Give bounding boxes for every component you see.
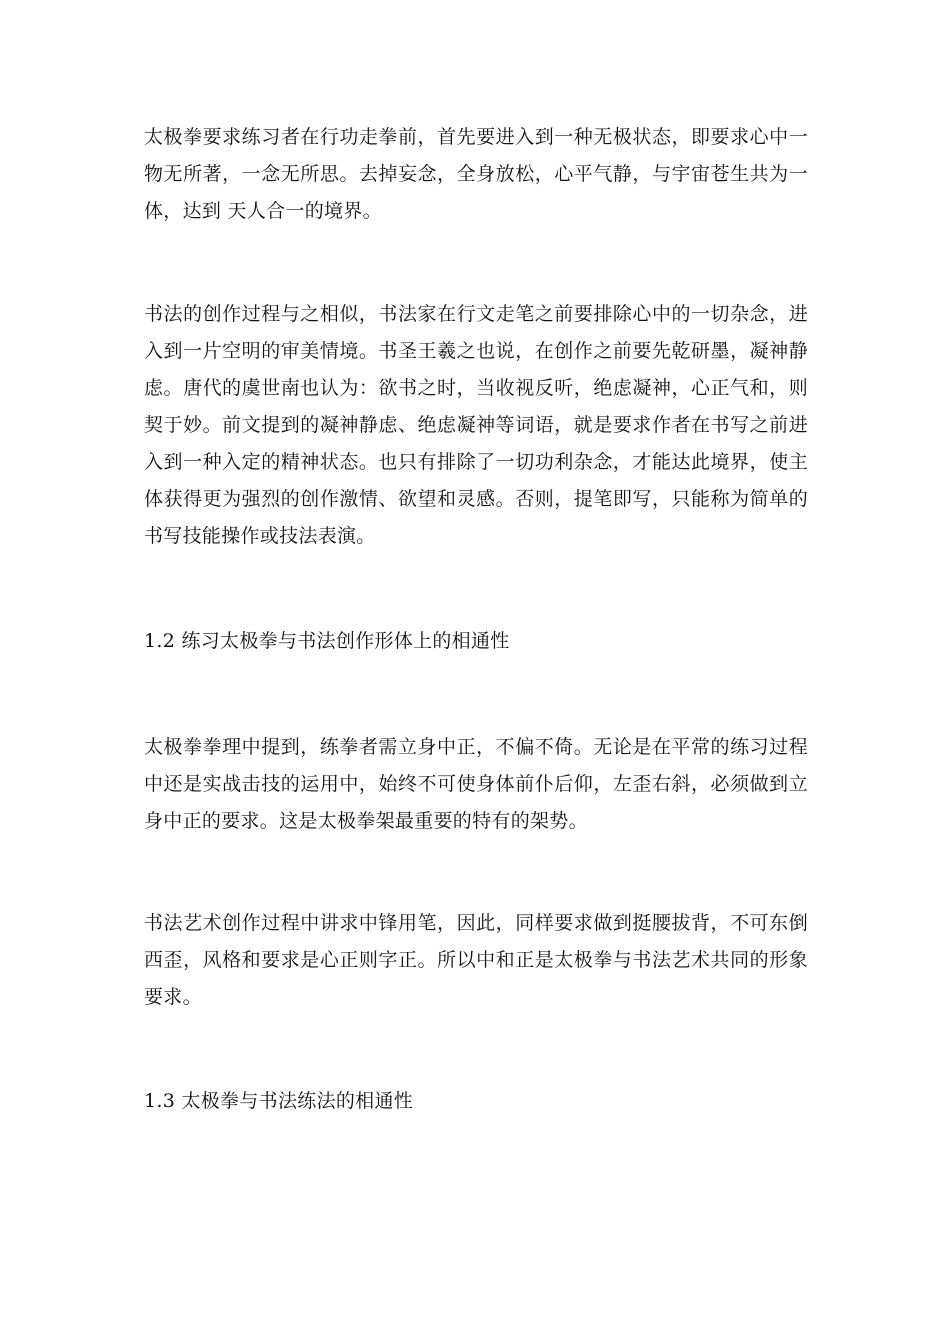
paragraph-upright-posture: 太极拳拳理中提到，练拳者需立身中正，不偏不倚。无论是在平常的练习过程中还是实战击技的运用中，始终不可使身体前仆后仰，左歪右斜，必须做到立身中正的要求。这是太极拳架最重要的特有的架势。 [144,736,808,832]
paragraph-calligraphy-creation: 书法的创作过程与之相似，书法家在行文走笔之前要排除心中的一切杂念，进入到一片空明的审美情境。书圣王羲之也说，在创作之前要先乾研墨，凝神静虑。唐代的虞世南也认为：欲书之时，当收视反听，绝虑凝神，心正气和，则契于妙。前文提到的凝神静虑、绝虑凝神等词语，就是要求作者在书写之前进入到一种入定的精神状态。也只有排除了一切功利杂念，才能达此境界，使主体获得更为强烈的创作激情、欲望和灵感。否则，提笔即写，只能称为简单的书写技能操作或技法表演。 [144,303,808,547]
paragraph-wuji-state: 太极拳要求练习者在行功走拳前，首先要进入到一种无极状态，即要求心中一物无所著，一念无所思。去掉妄念，全身放松，心平气静，与宇宙苍生共为一体，达到 天人合一的境界。 [144,126,808,222]
section-heading-1-3: 1.3 太极拳与书法练法的相通性 [144,1090,414,1112]
section-heading-1-2: 1.2 练习太极拳与书法创作形体上的相通性 [144,630,510,652]
paragraph-central-brush: 书法艺术创作过程中讲求中锋用笔，因此，同样要求做到挺腰拔背，不可东倒西歪，风格和要求是心正则字正。所以中和正是太极拳与书法艺术共同的形象要求。 [144,912,808,1008]
